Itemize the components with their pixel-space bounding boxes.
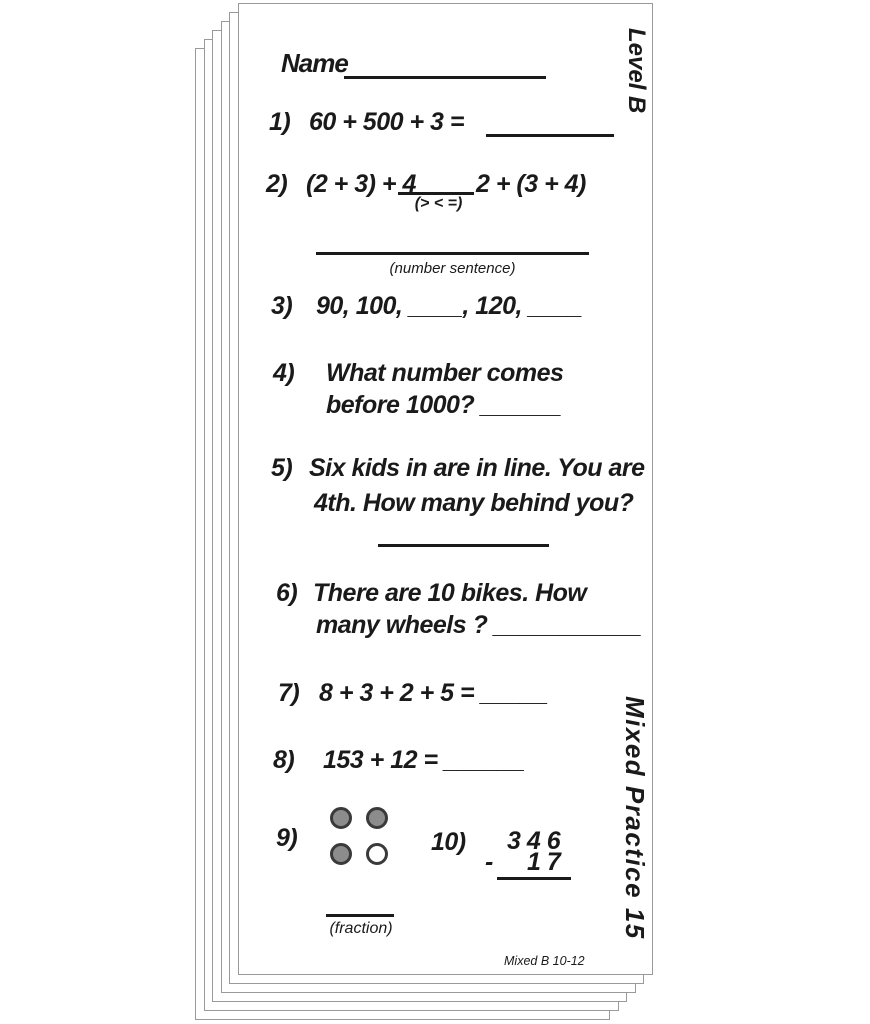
filled-circle-icon [330,807,352,829]
problem-1-answer-blank [486,112,614,137]
problem-10-minuend: 3 4 6 [507,827,561,855]
name-row [281,48,348,79]
problem-10-subtrahend: 1 7 [527,848,561,876]
minus-sign: - [485,848,493,876]
problem-5-line1: Six kids in are in line. You are [309,454,645,482]
problem-4-line1: What number comes [326,359,564,387]
problem-2-comparison-blank [398,170,474,195]
problem-3-sequence: 90, 100, ____, 120, ____ [316,292,583,320]
problem-8-number: 8) [273,746,295,774]
problem-3-number: 3) [271,292,293,320]
fraction-circles [330,807,388,865]
footer-code-label: Mixed B 10-12 [504,954,585,968]
problem-6-line2: many wheels ? ___________ [316,611,642,639]
practice-title-label: Mixed Practice 15 [620,696,650,940]
problem-5-number: 5) [271,454,293,482]
problem-2-comparison-hint: (> < =) [414,195,463,212]
fraction-caption: (fraction) [329,920,393,937]
filled-circle-icon [366,807,388,829]
filled-circle-icon [330,843,352,865]
number-sentence-caption: (number sentence) [389,260,516,277]
problem-7-number: 7) [278,679,300,707]
problem-2-number: 2) [266,170,288,198]
level-label: Level B [623,28,650,114]
name-blank-line [344,52,546,79]
problem-7-text: 8 + 3 + 2 + 5 = _____ [319,679,548,707]
problem-8-text: 153 + 12 = ______ [323,746,525,774]
problem-6-number: 6) [276,579,298,607]
empty-circle-icon [366,843,388,865]
problem-2-right-expression: 2 + (3 + 4) [476,170,586,198]
fraction-answer-blank [326,892,394,917]
problem-5-answer-blank [378,522,549,547]
number-sentence-blank [316,230,589,255]
worksheet-front-page [238,3,653,975]
problem-5-line2: 4th. How many behind you? [314,489,634,517]
problem-4-number: 4) [273,359,295,387]
problem-10-number: 10) [431,828,466,856]
problem-2-left-expression: (2 + 3) + 4 [306,170,416,198]
problem-4-line2: before 1000? ______ [326,391,562,419]
problem-1-text: 60 + 500 + 3 = [309,108,464,136]
problem-6-line1: There are 10 bikes. How [313,579,587,607]
subtraction-rule-line [497,877,571,880]
name-label: Name [281,48,348,78]
problem-1-number: 1) [269,108,291,136]
problem-9-number: 9) [276,824,298,852]
